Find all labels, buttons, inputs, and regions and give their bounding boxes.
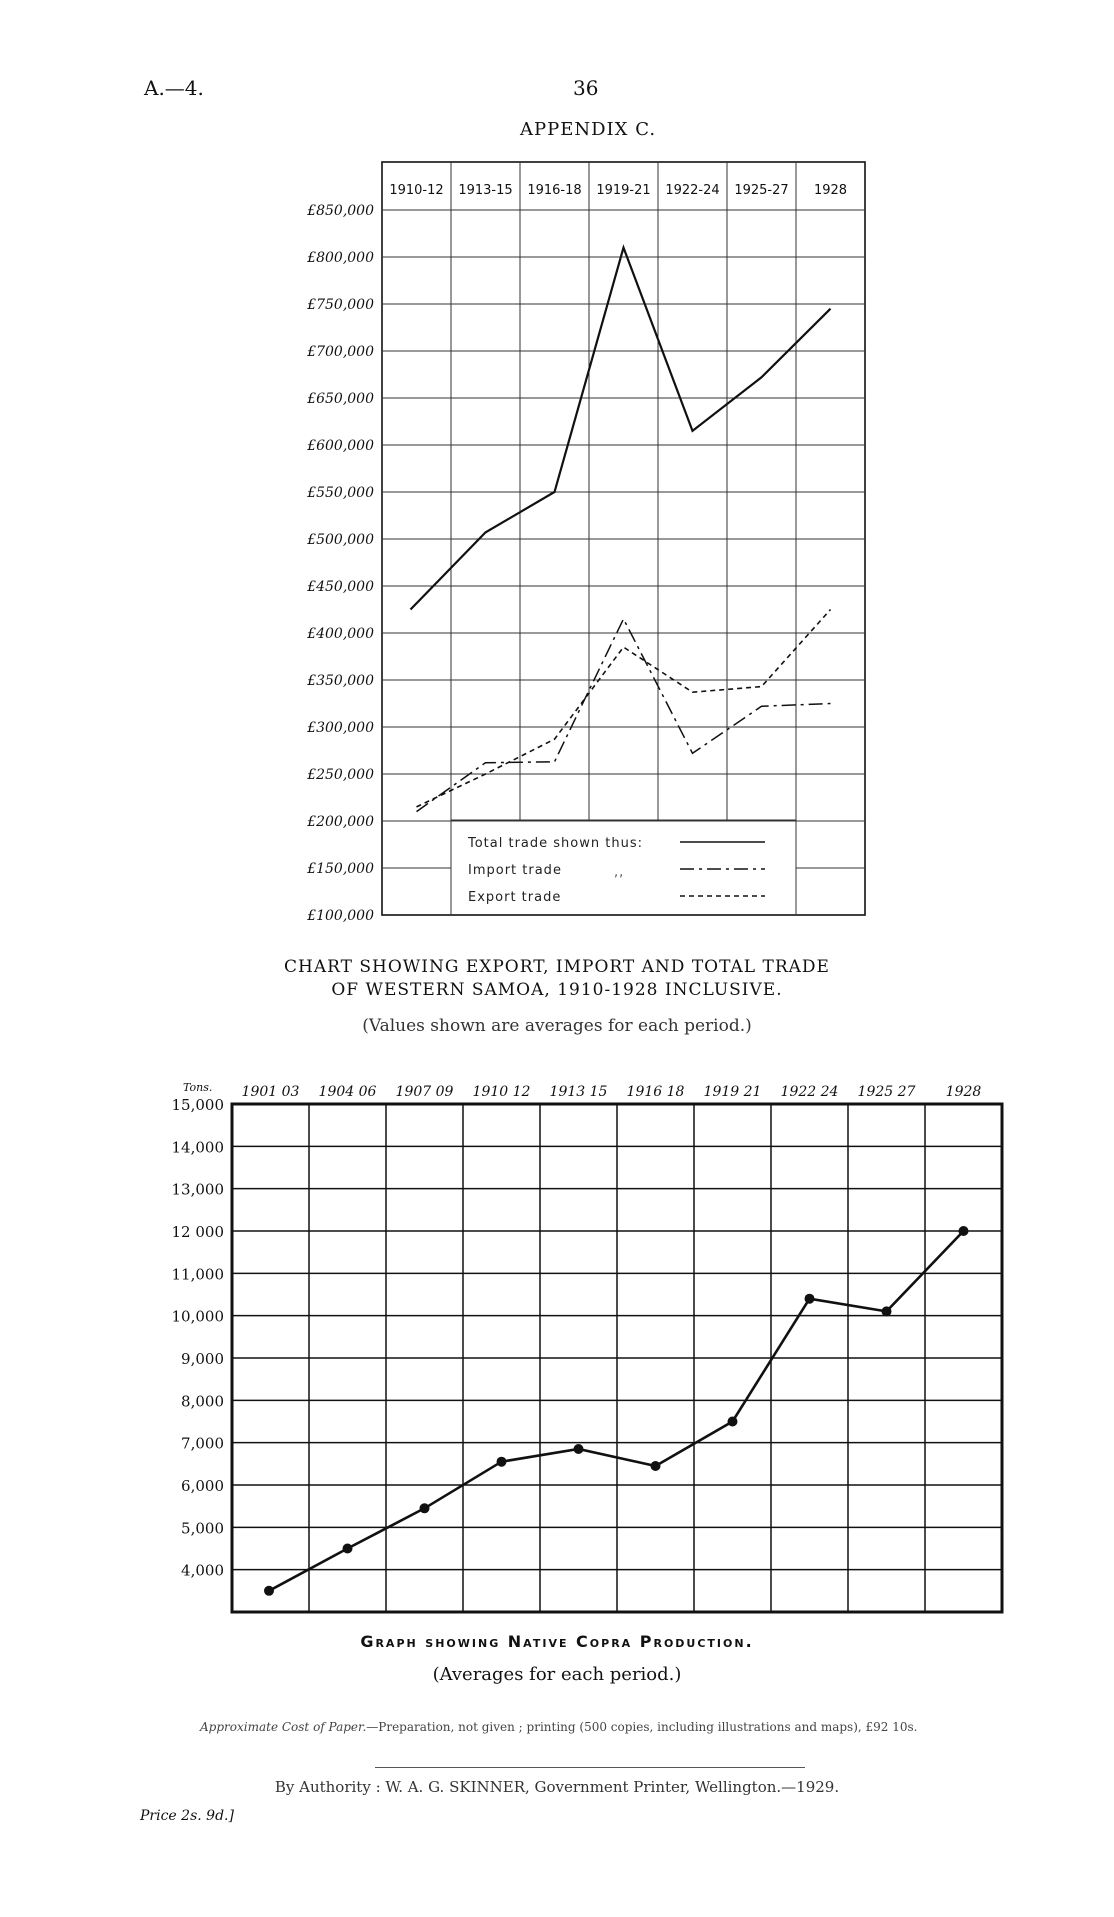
copra-chart-x-category-label: 1925 27 bbox=[857, 1084, 916, 1100]
copra-chart-note: (Averages for each period.) bbox=[432, 1664, 682, 1685]
trade-chart-y-tick-label: £700,000 bbox=[307, 344, 374, 360]
trade-chart-y-tick-label: £650,000 bbox=[307, 391, 374, 407]
copra-chart-y-tick-label: 12 000 bbox=[171, 1223, 224, 1241]
printer-authority: By Authority : W. A. G. SKINNER, Government Printer, Wellington.—1929. bbox=[274, 1778, 840, 1796]
copra-chart-data-point bbox=[805, 1294, 815, 1304]
price-note: Price 2s. 9d.] bbox=[140, 1808, 234, 1824]
copra-chart-x-category-label: 1913 15 bbox=[549, 1084, 608, 1100]
trade-chart-x-category-label: 1922-24 bbox=[665, 183, 720, 198]
copra-chart-x-category-label: 1928 bbox=[945, 1084, 982, 1100]
copra-chart-y-tick-label: 15,000 bbox=[171, 1096, 224, 1114]
trade-chart-legend-import-ditto: ,, bbox=[614, 865, 625, 880]
copra-chart-data-point bbox=[882, 1306, 892, 1316]
cost-of-paper-note bbox=[200, 1720, 917, 1734]
copra-chart-data-point bbox=[959, 1226, 969, 1236]
trade-chart-x-category-label: 1925-27 bbox=[734, 183, 789, 198]
copra-chart-x-category-label: 1907 09 bbox=[395, 1084, 454, 1100]
copra-chart-y-unit-label: Tons. bbox=[183, 1081, 213, 1094]
copra-chart-y-tick-label: 11,000 bbox=[171, 1265, 224, 1284]
copra-chart-y-tick-label: 5,000 bbox=[181, 1519, 224, 1538]
trade-chart-x-category-label: 1919-21 bbox=[596, 183, 651, 198]
trade-chart-series-import-line bbox=[417, 619, 831, 812]
copra-chart-data-point bbox=[651, 1461, 661, 1471]
trade-chart bbox=[306, 162, 865, 924]
trade-chart-x-category-label: 1910-12 bbox=[389, 183, 444, 198]
copra-chart-y-tick-label: 8,000 bbox=[181, 1392, 224, 1411]
copra-chart bbox=[172, 1081, 1003, 1612]
copra-chart-y-tick-label: 10,000 bbox=[171, 1307, 224, 1326]
copra-chart-x-category-label: 1901 03 bbox=[241, 1084, 300, 1100]
cost-of-paper-label: Approximate Cost of Paper. bbox=[200, 1720, 367, 1734]
copra-chart-data-point bbox=[497, 1457, 507, 1467]
copra-chart-y-tick-label: 7,000 bbox=[181, 1434, 224, 1453]
copra-chart-data-point bbox=[728, 1417, 738, 1427]
trade-chart-x-category-label: 1928 bbox=[813, 183, 848, 198]
trade-chart-legend-import-label: Import trade bbox=[468, 863, 562, 878]
trade-chart-series-total-line bbox=[411, 248, 831, 610]
trade-chart-y-tick-label: £750,000 bbox=[307, 297, 374, 313]
copra-chart-y-tick-label: 9,000 bbox=[181, 1350, 224, 1368]
copra-chart-x-category-label: 1910 12 bbox=[472, 1084, 531, 1100]
copra-chart-data-point bbox=[264, 1586, 274, 1596]
trade-chart-y-tick-label: £450,000 bbox=[307, 579, 374, 595]
copra-chart-data-point bbox=[574, 1444, 584, 1454]
trade-chart-note: (Values shown are averages for each period.) bbox=[362, 1016, 752, 1036]
trade-chart-y-tick-label: £200,000 bbox=[307, 814, 374, 830]
copra-chart-y-tick-label: 13,000 bbox=[171, 1180, 224, 1199]
copra-chart-x-category-label: 1919 21 bbox=[703, 1084, 762, 1100]
trade-chart-y-tick-label: £850,000 bbox=[307, 203, 374, 219]
cost-of-paper-text: —Preparation, not given ; printing (500 copies, including illustrations and maps), £92 10s. bbox=[366, 1720, 918, 1734]
copra-chart-data-point bbox=[343, 1544, 353, 1554]
trade-chart-series-export-line bbox=[417, 610, 831, 807]
trade-chart-y-tick-label: £400,000 bbox=[307, 626, 374, 642]
appendix-heading: APPENDIX C. bbox=[520, 119, 657, 140]
trade-chart-y-tick-label: £550,000 bbox=[307, 485, 374, 501]
copra-chart-y-tick-label: 4,000 bbox=[181, 1561, 224, 1580]
trade-chart-y-tick-label: £250,000 bbox=[307, 767, 374, 783]
trade-chart-y-tick-label: £500,000 bbox=[307, 532, 374, 548]
trade-chart-legend-export-label: Export trade bbox=[468, 890, 562, 905]
trade-chart-y-tick-label: £800,000 bbox=[307, 250, 374, 266]
trade-chart-caption-line-1: CHART SHOWING EXPORT, IMPORT AND TOTAL TRADE bbox=[284, 957, 830, 977]
copra-chart-y-tick-label: 14,000 bbox=[171, 1138, 224, 1157]
trade-chart-y-tick-label: £100,000 bbox=[307, 908, 374, 924]
trade-chart-caption-line-2: OF WESTERN SAMOA, 1910-1928 INCLUSIVE. bbox=[331, 980, 783, 1000]
copra-chart-x-category-label: 1916 18 bbox=[626, 1084, 685, 1100]
trade-chart-x-category-label: 1916-18 bbox=[527, 183, 582, 198]
trade-chart-y-tick-label: £300,000 bbox=[307, 720, 374, 736]
page-reference: A.—4. bbox=[144, 76, 204, 100]
copra-chart-x-category-label: 1904 06 bbox=[318, 1084, 377, 1100]
copra-chart-data-point bbox=[420, 1503, 430, 1513]
trade-chart-legend-total-label: Total trade shown thus: bbox=[468, 836, 643, 851]
trade-chart-y-tick-label: £150,000 bbox=[307, 861, 374, 877]
trade-chart-x-category-label: 1913-15 bbox=[458, 183, 513, 198]
copra-chart-x-category-label: 1922 24 bbox=[780, 1084, 839, 1100]
copra-chart-y-tick-label: 6,000 bbox=[181, 1477, 224, 1495]
footer-rule bbox=[375, 1767, 805, 1768]
page-number: 36 bbox=[573, 76, 599, 100]
trade-chart-y-tick-label: £600,000 bbox=[307, 438, 374, 454]
copra-chart-caption: Graph showing Native Copra Production. bbox=[360, 1632, 754, 1651]
trade-chart-y-tick-label: £350,000 bbox=[307, 673, 374, 689]
